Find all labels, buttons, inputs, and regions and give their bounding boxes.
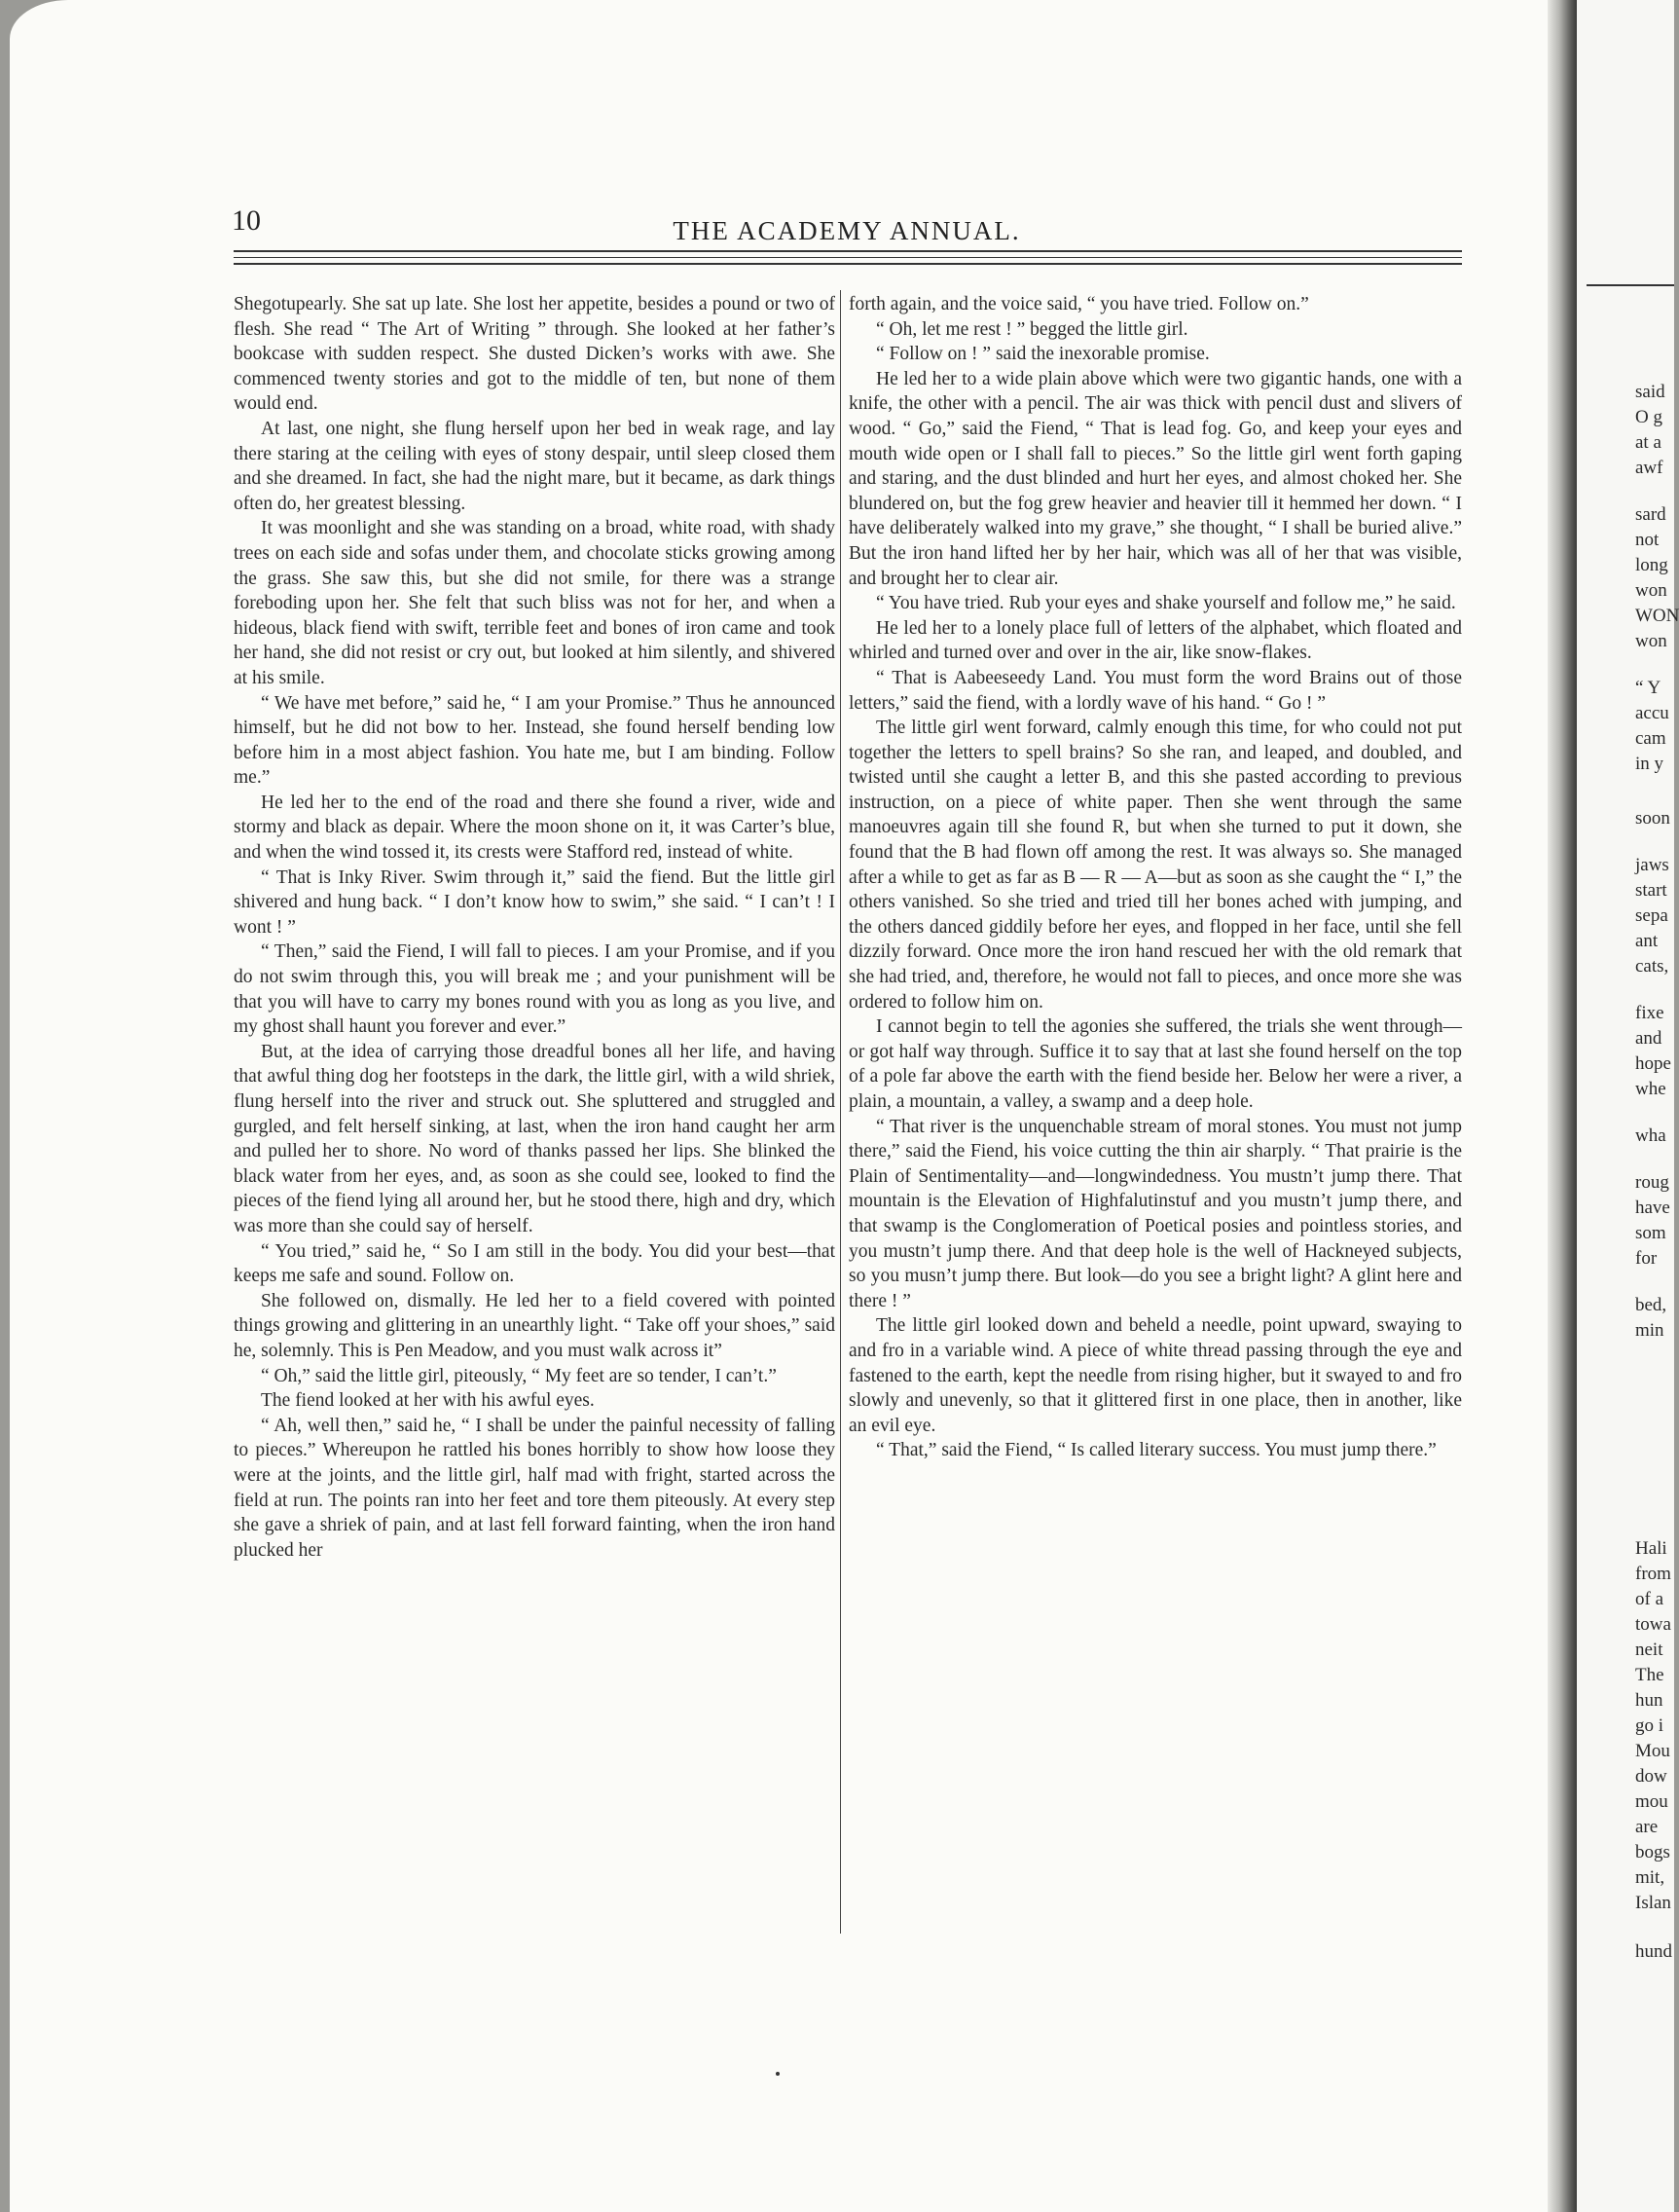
next-page-line-fragment: The <box>1635 1665 1664 1685</box>
next-page-line-fragment: have <box>1635 1198 1670 1218</box>
paragraph: “ That is Inky River. Swim through it,” said the fiend. But the little girl shivered and hung back. “ I don’t know how to swim,” she said. “ I can’t ! I wont ! ” <box>234 866 835 938</box>
next-page-line-fragment: jaws <box>1635 855 1669 875</box>
next-page-line-fragment: hund <box>1635 1941 1672 1962</box>
paragraph: “ Ah, well then,” said he, “ I shall be under the painful necessity of falling to pieces.” Whereupon he rattled his bones horribly to show how loose they were at the joints, and the little girl, half mad with fright, started across the field at run. The points ran into her feet and tore them piteously. At every step she gave a shriek of pain, and at last fell forward fainting, when the iron hand plucked her <box>234 1415 835 1561</box>
paragraph: But, at the idea of carrying those dreadful bones all her life, and having that awful thing dog her footsteps in the dark, the little girl, with a wild shriek, flung herself into the river and struck out. She spluttered and struggled and gurgled, and felt herself sinking, at last, when the iron hand caught her arm and pulled her to shore. No word of thanks passed her lips. She blinked the black water from her eyes, and, as soon as she could see, looked to find the pieces of the fiend lying all around her, but he stood there, high and dry, which was more than she could say of herself. <box>234 1041 835 1236</box>
header-rule <box>234 257 1462 258</box>
paragraph: “ You tried,” said he, “ So I am still in the body. You did your best—that keeps me safe and sound. Follow on. <box>234 1240 835 1287</box>
next-page-line-fragment: won <box>1635 580 1667 601</box>
next-page-line-fragment: awf <box>1635 458 1663 478</box>
paragraph: “ That,” said the Fiend, “ Is called literary success. You must jump there.” <box>876 1440 1437 1461</box>
next-page-line-fragment: are <box>1635 1817 1659 1837</box>
next-page-line-fragment: “ Y <box>1635 678 1661 698</box>
next-page-line-fragment: won <box>1635 631 1667 651</box>
ink-speck <box>776 2072 780 2076</box>
next-page-line-fragment: min <box>1635 1320 1664 1341</box>
running-head: THE ACADEMY ANNUAL. <box>673 216 1021 245</box>
next-page-line-fragment: Hali <box>1635 1538 1667 1559</box>
next-page-line-fragment: of a <box>1635 1589 1664 1609</box>
right-column <box>849 292 1462 1463</box>
paragraph: “ Oh, let me rest ! ” begged the little girl. <box>876 318 1188 340</box>
next-page-line-fragment: long <box>1635 555 1668 575</box>
next-page-line-fragment: fixe <box>1635 1003 1664 1023</box>
next-page-line-fragment: go i <box>1635 1715 1664 1736</box>
book-gutter <box>1548 0 1577 2212</box>
next-page-line-fragment: cam <box>1635 728 1666 749</box>
next-page-line-fragment: ant <box>1635 931 1659 951</box>
paragraph: At last, one night, she flung herself upon her bed in weak rage, and lay there staring at the ceiling with eyes of stony despair, until sleep closed them and she dreamed. In fact, she had the night mare, but it became, as dark things often do, her greatest blessing. <box>234 418 835 514</box>
paragraph: “ Follow on ! ” said the inexorable promise. <box>876 344 1210 365</box>
next-page-line-fragment: from <box>1635 1564 1671 1584</box>
paragraph: “ Oh,” said the little girl, piteously, “ My feet are so tender, I can’t.” <box>261 1365 777 1386</box>
next-page-header-rule <box>1587 284 1674 286</box>
next-page-line-fragment: cats, <box>1635 956 1669 977</box>
paragraph: The fiend looked at her with his awful eyes. <box>261 1390 595 1412</box>
left-column <box>234 292 835 1563</box>
paragraph: The little girl went forward, calmly enough this time, for who could not put together the letters to spell brains? So she ran, and leaped, and doubled, and twisted until she caught a letter B, and this she pasted according to previous instruction, on a piece of white paper. Then she went through the same manoeuvres again till she found R, but when she turned to put it down, she found that the B had flown off among the rest. It was always so. She managed after a while to get as far as B — R — A—but as soon as she caught the “ I,” the others vanished. So she tried and tried till her bones ached with jumping, and the others danced giddily before her eyes, and flopped in her face, until she fell dizzily forward. Once more the iron hand rescued her with the old remark that she had tried, and, therefore, he would not fall to pieces, and once more she was ordered to follow him on. <box>849 718 1462 1013</box>
next-page-line-fragment: hun <box>1635 1690 1663 1711</box>
paragraph: “ We have met before,” said he, “ I am your Promise.” Thus he announced himself, but he did not bow to her. Instead, she found herself bending low before him in a most abject fashion. You hate me, but I am binding. Follow me.” <box>234 692 835 789</box>
paragraph: forth again, and the voice said, “ you have tried. Follow on.” <box>849 294 1309 314</box>
header-rule <box>234 263 1462 265</box>
next-page-line-fragment: WON <box>1635 606 1679 626</box>
page-number: 10 <box>232 204 261 237</box>
next-page-line-fragment: Islan <box>1635 1893 1671 1913</box>
column-divider <box>840 290 841 1934</box>
paragraph: “ You have tried. Rub your eyes and shake yourself and follow me,” he said. <box>876 593 1456 614</box>
next-page-line-fragment: towa <box>1635 1614 1671 1635</box>
next-page-line-fragment: said <box>1635 382 1665 402</box>
paragraph: “ That river is the unquenchable stream of moral stones. You must not jump there,” said the Fiend, his voice cutting the thin air sharply. “ That prairie is the Plain of Sentimentality—and—longwindedness. You mustn’t jump there. That mountain is the Elevation of Highfalutinstuf and you mustn’t jump there, and that swamp is the Conglomeration of Poetical posies and pointless stories, and you mustn’t jump there. And that deep hole is the well of Hackneyed subjects, so you musn’t jump there. But look—do you see a bright light? A glint here and there ! ” <box>849 1116 1462 1311</box>
paragraph: “ Then,” said the Fiend, I will fall to pieces. I am your Promise, and if you do not swim through this, you will break me ; and your punishment will be that you will have to carry my bones round with you as long as you live, and my ghost shall haunt you forever and ever.” <box>234 941 835 1038</box>
paragraph: I cannot begin to tell the agonies she suffered, the trials she went through—or got half way through. Suffice it to say that at last she found herself on the top of a pole far above the earth with the fiend beside her. Below her were a river, a plain, a mountain, a valley, a swamp and a deep hole. <box>849 1016 1462 1112</box>
next-page-line-fragment: hope <box>1635 1053 1671 1074</box>
paragraph: Shegotupearly. She sat up late. She lost her appetite, besides a pound or two of flesh. She read “ The Art of Writing ” through. She looked at her father’s bookcase with sudden respect. She dusted Dicken’s works with awe. She commenced twenty stories and got to the middle of ten, but none of them would end. <box>234 294 835 415</box>
next-page-line-fragment: not <box>1635 530 1660 550</box>
next-page-line-fragment: roug <box>1635 1172 1669 1193</box>
next-page-line-fragment: bed, <box>1635 1295 1667 1315</box>
next-page-line-fragment: sepa <box>1635 905 1668 926</box>
next-page-line-fragment: wha <box>1635 1125 1666 1146</box>
next-page-line-fragment: soon <box>1635 808 1670 829</box>
next-page-line-fragment: accu <box>1635 703 1669 723</box>
paragraph: The little girl looked down and beheld a needle, point upward, swaying to and fro in a variable wind. A piece of white thread passing through the eye and fastened to the earth, kept the needle from rising higher, but it swayed to and fro slowly and unevenly, so that it glittered first in one place, then in another, like an evil eye. <box>849 1315 1462 1436</box>
next-page-line-fragment: mit, <box>1635 1867 1665 1888</box>
next-page-line-fragment: and <box>1635 1028 1662 1049</box>
next-page-line-fragment: Mou <box>1635 1741 1670 1761</box>
next-page-line-fragment: mou <box>1635 1791 1668 1812</box>
next-page-line-fragment: at a <box>1635 432 1661 453</box>
next-page-line-fragment: O g <box>1635 407 1662 427</box>
next-page-line-fragment: dow <box>1635 1766 1667 1787</box>
next-page-line-fragment: bogs <box>1635 1842 1670 1862</box>
next-page-line-fragment: for <box>1635 1248 1658 1269</box>
next-page-edge <box>1577 0 1679 2212</box>
next-page-line-fragment: som <box>1635 1223 1666 1243</box>
next-page-line-fragment: sard <box>1635 504 1666 525</box>
next-page-line-fragment: start <box>1635 880 1667 901</box>
paragraph: She followed on, dismally. He led her to a field covered with pointed things growing and glittering in an unearthly light. “ Take off your shoes,” said he, solemnly. This is Pen Meadow, and you must walk across it” <box>234 1290 835 1361</box>
paragraph: “ That is Aabeeseedy Land. You must form the word Brains out of those letters,” said the fiend, with a lordly wave of his hand. “ Go ! ” <box>849 667 1462 714</box>
paragraph: He led her to a lonely place full of letters of the alphabet, which floated and whirled and turned over and over in the air, like snow-flakes. <box>849 617 1462 664</box>
paragraph: It was moonlight and she was standing on a broad, white road, with shady trees on each side and sofas under them, and chocolate sticks growing among the grass. She saw this, but she did not smile, for there was a strange foreboding upon her. She felt that such bliss was not for her, and when a hideous, black fiend with swift, terrible feet and bones of iron came and took her hand, she did not resist or cry out, but looked at him silently, and shivered at his smile. <box>234 518 835 688</box>
header-rule <box>234 250 1462 252</box>
next-page-line-fragment: in y <box>1635 754 1664 774</box>
paragraph: He led her to the end of the road and there she found a river, wide and stormy and black as depair. Where the moon shone on it, it was Carter’s blue, and when the wind tossed it, its crests were Stafford red, instead of white. <box>234 792 835 864</box>
next-page-line-fragment: whe <box>1635 1079 1666 1099</box>
next-page-line-fragment: neit <box>1635 1640 1663 1660</box>
paragraph: He led her to a wide plain above which were two gigantic hands, one with a knife, the other with a pencil. The air was thick with pencil dust and slivers of wood. “ Go,” said the Fiend, “ That is lead fog. Go, and keep your eyes and mouth wide open or I shall fall to pieces.” So the little girl went forth gaping and staring, and the dust blinded and hurt her eyes, and almost choked her. She blundered on, but the fog grew heavier and heavier till it hemmed her down. “ I have deliberately walked into my grave,” she thought, “ I shall be buried alive.” But the iron hand lifted her by her hair, which was all of her that was visible, and brought her to clear air. <box>849 368 1462 589</box>
